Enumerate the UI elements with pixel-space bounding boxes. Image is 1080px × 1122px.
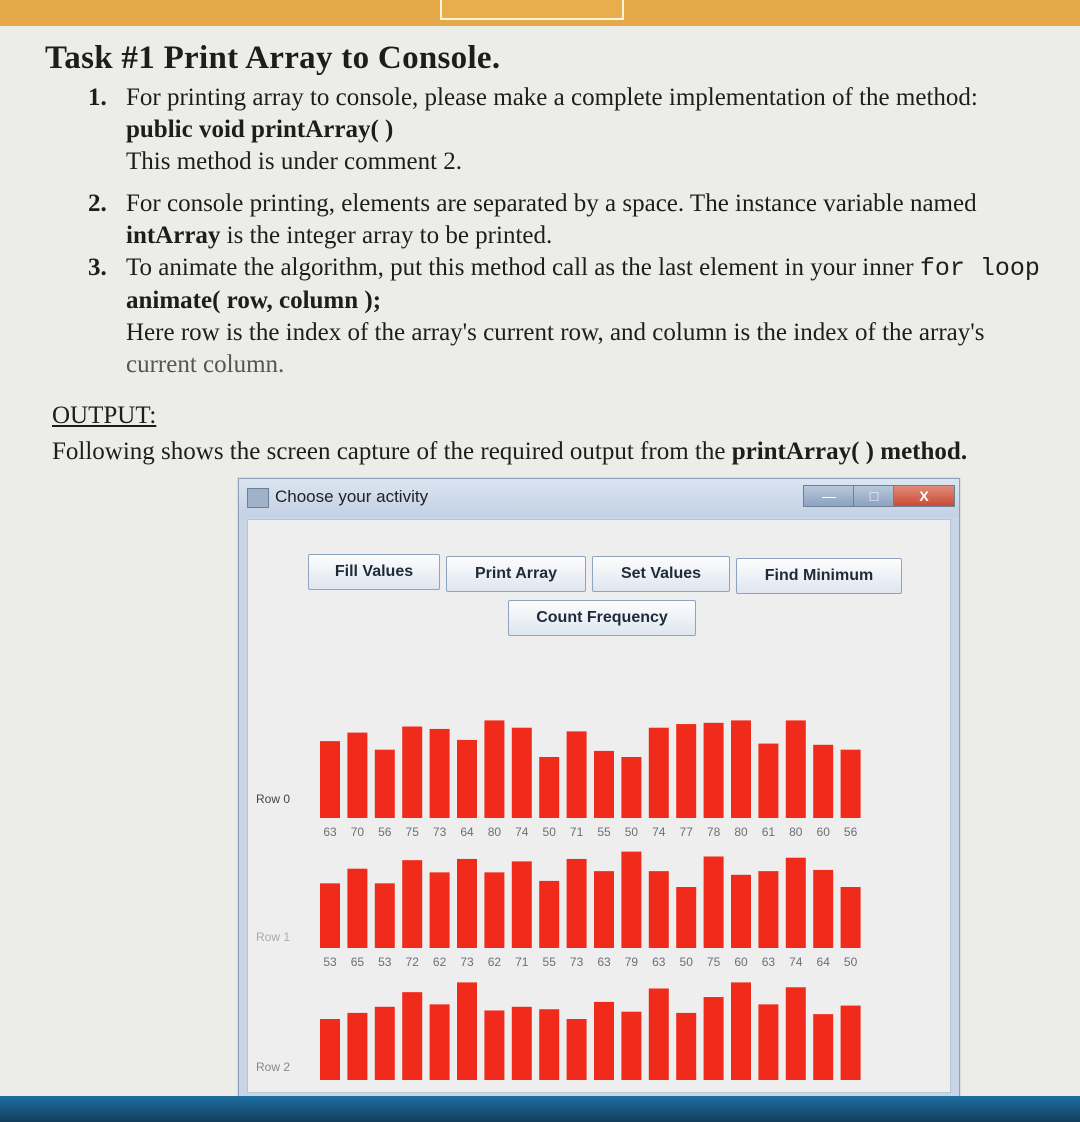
bar-value-label: 72 xyxy=(405,955,419,969)
bar-value-label: 50 xyxy=(624,825,639,839)
array-bar xyxy=(539,757,559,818)
for-loop-code: for loop xyxy=(919,254,1040,283)
array-bar xyxy=(731,875,751,948)
item-number: 2. xyxy=(88,190,107,217)
bar-value-label: 70 xyxy=(350,825,365,839)
bar-value-label: 55 xyxy=(597,825,611,839)
output-label: OUTPUT: xyxy=(52,402,157,429)
bar-value-label: 77 xyxy=(679,825,693,839)
close-button[interactable]: X xyxy=(893,485,955,507)
bar-value-label: 80 xyxy=(487,825,502,839)
array-bar xyxy=(758,871,778,948)
enable-editing-button-edge[interactable] xyxy=(440,0,624,20)
bar-value-label: 64 xyxy=(816,955,830,969)
bar-value-label: 73 xyxy=(569,955,584,969)
array-bar xyxy=(676,1013,696,1080)
array-bar xyxy=(512,1007,532,1080)
array-bar xyxy=(484,720,504,818)
bar-value-label: 63 xyxy=(597,955,611,969)
array-bar-chart xyxy=(248,520,950,1092)
variable-name: intArray xyxy=(126,222,221,249)
array-bar xyxy=(320,883,340,948)
item-2-line-1: For console printing, elements are separated by a space. The instance variable named xyxy=(126,190,977,217)
bar-value-label: 55 xyxy=(542,955,556,969)
maximize-button[interactable]: □ xyxy=(853,485,895,507)
array-bar xyxy=(621,757,641,818)
fill-values-button[interactable]: Fill Values xyxy=(308,554,440,590)
output-desc-text: Following shows the screen capture of the required output from the xyxy=(52,438,732,465)
method-signature: public void printArray( ) xyxy=(126,116,394,143)
taskbar xyxy=(0,1096,1080,1122)
bar-value-label: 53 xyxy=(323,955,337,969)
bar-value-label: 74 xyxy=(515,825,529,839)
array-bar xyxy=(402,860,422,948)
item-3-line-3: Here row is the index of the array's current row, and column is the index of the array's xyxy=(126,319,985,346)
array-bar xyxy=(347,869,367,948)
array-bar xyxy=(594,751,614,818)
array-bar xyxy=(841,750,861,818)
row-label: Row 1 xyxy=(256,930,291,944)
window-title-bar[interactable] xyxy=(239,479,959,517)
minimize-button[interactable]: — xyxy=(803,485,855,507)
array-bar xyxy=(813,870,833,948)
find-minimum-button[interactable]: Find Minimum xyxy=(736,558,902,594)
array-bar xyxy=(841,1006,861,1080)
array-bar xyxy=(649,989,669,1081)
bar-value-label: 75 xyxy=(706,955,721,969)
array-bar xyxy=(841,887,861,948)
array-bar xyxy=(649,728,669,818)
bar-value-label: 80 xyxy=(789,825,803,839)
array-bar xyxy=(813,1014,833,1080)
array-bar xyxy=(813,745,833,818)
bar-value-label: 63 xyxy=(761,955,776,969)
array-bar xyxy=(704,857,724,949)
array-bar xyxy=(320,741,340,818)
item-number: 3. xyxy=(88,254,107,281)
bar-value-label: 50 xyxy=(542,825,556,839)
array-bar xyxy=(621,1012,641,1080)
bar-value-label: 50 xyxy=(843,955,858,969)
bar-value-label: 73 xyxy=(432,825,447,839)
array-bar xyxy=(704,997,724,1080)
row-label: Row 0 xyxy=(256,792,291,806)
array-bar xyxy=(457,859,477,948)
array-bar xyxy=(786,720,806,818)
array-bar xyxy=(347,1013,367,1080)
array-bar xyxy=(430,1004,450,1080)
bar-value-label: 63 xyxy=(323,825,337,839)
row-label: Row 2 xyxy=(256,1060,291,1074)
output-description xyxy=(52,438,967,466)
bar-value-label: 61 xyxy=(761,825,776,839)
array-bar xyxy=(731,982,751,1080)
array-bar xyxy=(567,1019,587,1080)
array-bar xyxy=(430,729,450,818)
array-bar xyxy=(731,720,751,818)
bar-value-label: 64 xyxy=(460,825,474,839)
array-bar xyxy=(375,883,395,948)
array-bar xyxy=(786,858,806,948)
bar-value-label: 79 xyxy=(624,955,639,969)
array-bar xyxy=(484,1010,504,1080)
array-bar xyxy=(758,1004,778,1080)
array-bar xyxy=(430,872,450,948)
array-bar xyxy=(512,861,532,948)
animate-call: animate( row, column ); xyxy=(126,287,382,314)
task-heading: Task #1 Print Array to Console. xyxy=(45,40,501,76)
bar-value-label: 73 xyxy=(460,955,474,969)
array-bar xyxy=(320,1019,340,1080)
array-bar xyxy=(567,731,587,818)
bar-value-label: 78 xyxy=(706,825,721,839)
bar-value-label: 71 xyxy=(569,825,584,839)
array-bar xyxy=(621,852,641,948)
item-3-line-1: To animate the algorithm, put this method call as the last element in your inner xyxy=(126,254,920,281)
bar-value-label: 71 xyxy=(515,955,529,969)
bar-value-label: 56 xyxy=(843,825,858,839)
bar-value-label: 75 xyxy=(405,825,419,839)
array-bar xyxy=(539,881,559,948)
array-bar xyxy=(676,724,696,818)
array-bar xyxy=(786,987,806,1080)
array-bar xyxy=(539,1009,559,1080)
array-bar xyxy=(402,992,422,1080)
item-3-line-4: current column. xyxy=(126,351,285,378)
bar-value-label: 74 xyxy=(789,955,803,969)
array-bar xyxy=(484,872,504,948)
array-bar xyxy=(594,871,614,948)
array-bar xyxy=(649,871,669,948)
array-bar xyxy=(758,744,778,818)
array-bar xyxy=(512,728,532,818)
array-bar xyxy=(457,740,477,818)
array-bar xyxy=(375,1007,395,1080)
bar-value-label: 65 xyxy=(350,955,365,969)
item-1-line-3: This method is under comment 2. xyxy=(126,148,463,175)
array-bar xyxy=(457,982,477,1080)
bar-value-label: 62 xyxy=(432,955,447,969)
array-bar xyxy=(704,723,724,818)
array-bar xyxy=(402,727,422,819)
item-1-line-1: For printing array to console, please make a complete implementation of the method: xyxy=(126,84,978,111)
array-bar xyxy=(347,733,367,818)
array-bar xyxy=(567,859,587,948)
top-strip xyxy=(0,0,1080,26)
bar-value-label: 56 xyxy=(378,825,392,839)
bar-value-label: 74 xyxy=(652,825,666,839)
set-values-button[interactable]: Set Values xyxy=(592,556,730,592)
item-number: 1. xyxy=(88,84,107,111)
output-desc-method: printArray( ) method. xyxy=(731,438,968,465)
window-title: Choose your activity xyxy=(275,487,429,506)
bar-value-label: 50 xyxy=(679,955,693,969)
count-frequency-button[interactable]: Count Frequency xyxy=(508,600,696,636)
print-array-button[interactable]: Print Array xyxy=(446,556,586,592)
array-bar xyxy=(676,887,696,948)
bar-value-label: 60 xyxy=(734,955,748,969)
bar-value-label: 62 xyxy=(487,955,502,969)
bar-value-label: 63 xyxy=(652,955,666,969)
item-2-line-2: is the integer array to be printed. xyxy=(220,222,553,249)
content-pane xyxy=(247,519,951,1093)
activity-window xyxy=(238,478,960,1100)
array-bar xyxy=(375,750,395,818)
bar-value-label: 80 xyxy=(734,825,748,839)
bar-value-label: 60 xyxy=(816,825,830,839)
java-app-icon xyxy=(247,488,269,508)
array-bar xyxy=(594,1002,614,1080)
bar-value-label: 53 xyxy=(378,955,392,969)
